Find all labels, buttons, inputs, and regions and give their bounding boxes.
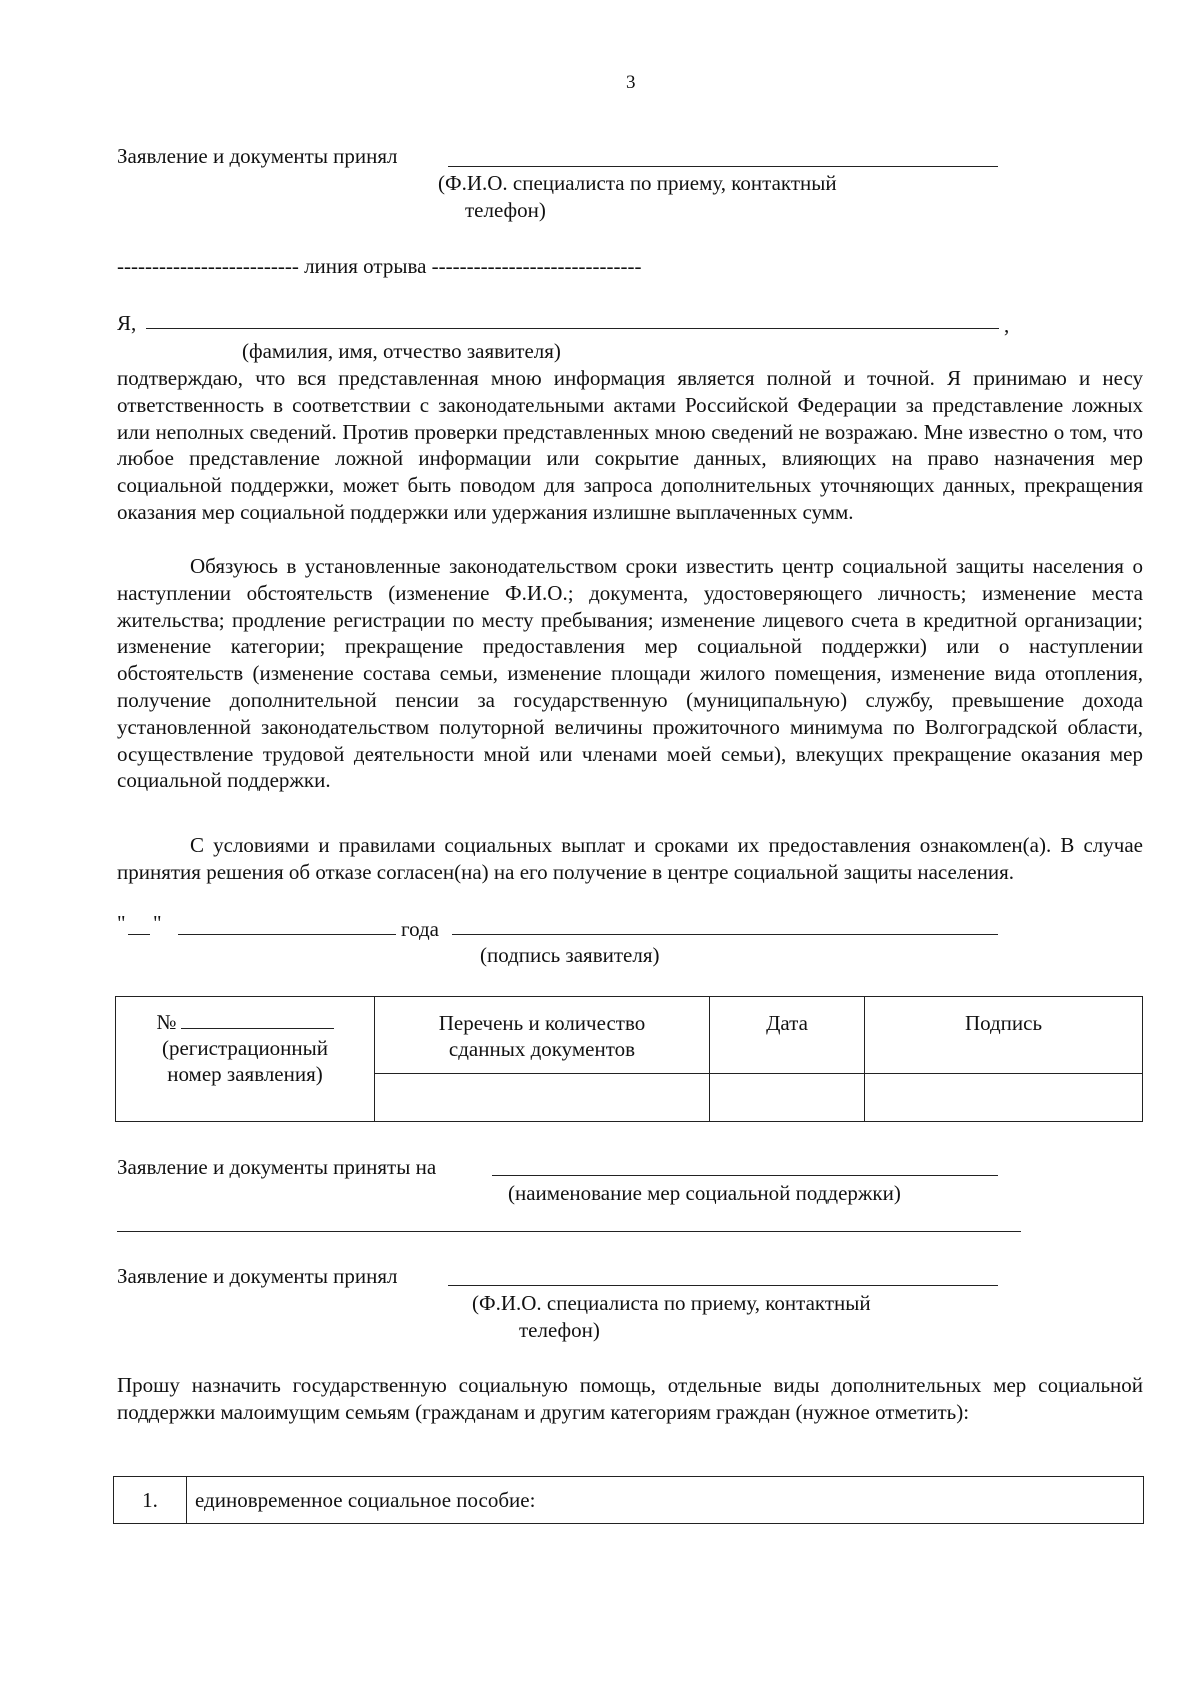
request-paragraph: Прошу назначить государственную социальную помощь, отдельные виды дополнительных мер социальной поддержки малоимущим семьям (гражданам и другим категориям граждан (нужное отметить): [117,1373,1143,1424]
signature-header-text: Подпись [964,1011,1043,1035]
option-label: единовременное социальное пособие: [187,1477,1144,1524]
support-measures-caption: (наименование мер социальной поддержки) [508,1181,901,1205]
date-header-text: Дата [766,1011,808,1035]
support-measures-field-extra[interactable] [117,1231,1021,1232]
registration-table [115,996,1143,1122]
date-cell[interactable] [710,1074,865,1122]
accepted-by-caption: (Ф.И.О. специалиста по приему, контактный [438,171,837,195]
registration-number-caption: (регистрационный [161,1036,329,1060]
registration-number-field[interactable] [181,1010,334,1029]
number-sign: № [156,1010,177,1034]
registration-number-line [116,1009,374,1035]
accepted-by-caption: (Ф.И.О. специалиста по приему, контактный [472,1291,871,1315]
signature-header [865,997,1143,1074]
date-day-field[interactable] [128,934,150,935]
date-month-field[interactable] [178,934,396,935]
date-header [710,997,865,1074]
accepted-by-caption: телефон) [465,198,546,222]
tear-line [117,253,641,279]
accepted-by-caption: телефон) [519,1318,600,1342]
accepted-for-label: Заявление и документы приняты на [117,1155,437,1179]
acknowledgement-text: С условиями и правилами социальных выплат и сроками их предоставления ознакомлен(а). В случае принятия решения об отказе согласен(на) на его получение в центре социальной защиты населения. [117,833,1143,884]
options-table [113,1476,1144,1524]
applicant-prefix: Я, [117,311,137,335]
option-row[interactable] [114,1477,1144,1524]
option-number: 1. [114,1477,187,1524]
signature-cell[interactable] [865,1074,1143,1122]
obligation-text: Обязуюсь в установленные законодательством сроки известить центр социальной защиты населения о наступлении обстоятельств (изменение Ф.И.О.; документа, удостоверяющего личность; изменение места жительства; продление регистрации по месту пребывания; изменение лицевого счета в кредитной организации; изменение категории; прекращение предоставления мер социальной поддержки) или о наступлении обстоятельств (изменение состава семьи, изменение площади жилого помещения, изменение вида отопления, получение дополнительной пенсии за государственную (муниципальную) службу, превышение дохода установленной законодательством полуторной величины прожиточного минимума по Волгоградской области, осуществление трудовой деятельности мной или членами моей семьи), влекущих прекращение оказания мер социальной поддержки. [117,554,1143,793]
applicant-name-field[interactable] [146,328,999,329]
documents-cell[interactable] [375,1074,710,1122]
accepted-by-field[interactable] [448,1285,998,1286]
documents-header-text: Перечень и количество [438,1011,646,1035]
declaration-paragraph: подтверждаю, что вся представленная мною информация является полной и точной. Я принимаю и несу ответственность в соответствии с законодательными актами Российской Федерации за представление ложных или неполных сведений. Против проверки представленных мною сведений не возражаю. Мне известно о том, что любое представление ложной информации или сокрытие данных, влияющих на право назначения мер социальной поддержки, может быть поводом для запроса дополнительных уточняющих данных, прекращения оказания мер социальной поддержки или удержания излишне выплаченных сумм. [117,366,1143,524]
tear-line-label: линия отрыва [304,254,427,278]
documents-header-text: сданных документов [448,1037,636,1061]
date-quote-close: " [153,911,162,935]
date-year-word: года [401,917,439,941]
page-number: 3 [626,72,636,93]
obligation-paragraph [117,553,1143,794]
accepted-by-label: Заявление и документы принял [117,144,398,168]
registration-number-cell [116,997,375,1122]
date-quote-open: " [117,911,126,935]
tear-line-dashes: -------------------------- [117,254,299,278]
registration-number-caption: номер заявления) [167,1062,323,1086]
acknowledgement-paragraph [117,832,1143,886]
applicant-name-caption: (фамилия, имя, отчество заявителя) [242,339,561,363]
documents-header [375,997,710,1074]
accepted-by-label: Заявление и документы принял [117,1264,398,1288]
signature-caption: (подпись заявителя) [480,943,660,967]
support-measures-field[interactable] [492,1175,998,1176]
tear-line-dashes: ------------------------------ [431,254,642,278]
applicant-signature-field[interactable] [452,934,998,935]
applicant-suffix: , [1004,313,1010,337]
accepted-by-field[interactable] [448,166,998,167]
